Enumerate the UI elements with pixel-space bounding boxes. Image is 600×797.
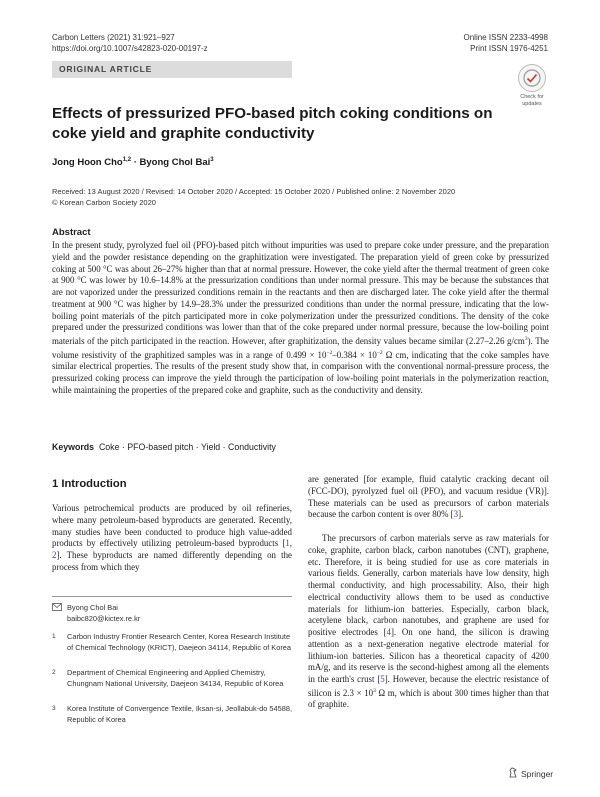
springer-horse-icon bbox=[508, 767, 518, 780]
paragraph: The precursors of carbon materials serve as raw materials for coke, graphite, carbon black, carbon nanotubes (CNT), graphene, etc. Therefore, it is being studied for use as core materials in various fields. Generally, carbon materials have low density, high thermal conductivity, and high processability. Also, their high electrical conductivity allows them to be used as conductive materials for lithium-ion batteries. Especially, carbon black, acetylene black, carbon nanotubes, and graphene are used for positive electrodes [4]. On one hand, the silicon is drawing attention as a next-generation negative electrode material for lithium-ion batteries. Silicon has a theoretical capacity of 4200 mA/g, and its reserve is the second-highest among all the elements in the earth's crust [5]. However, because the electric resistance of silicon is $2.3 \times 10^3$ Ω m, which is about 300 times higher than that of graphite. bbox=[308, 533, 549, 710]
citation-link[interactable]: 2 bbox=[52, 550, 57, 560]
citation-link[interactable]: 3 bbox=[453, 509, 459, 520]
affiliation-1: 1 Carbon Industry Frontier Research Center, Korea Research Institute of Chemical Technology (KRICT), Daejeon 34114, Republic of Korea bbox=[52, 632, 292, 652]
author-name[interactable]: Byong Chol Bai bbox=[139, 157, 211, 169]
crossmark-icon bbox=[518, 64, 546, 92]
check-for-updates-badge[interactable] bbox=[515, 64, 549, 107]
copyright: © Korean Carbon Society 2020 bbox=[52, 198, 156, 207]
author-name[interactable]: Jong Hoon Cho bbox=[52, 157, 123, 169]
abstract-body: In the present study, pyrolyzed fuel oil (PFO)-based pitch without impurities was used to prepare coke under pressure, and the preparation yield and the powder resistance depending on the graphitization were investigated. The preparation yield of green coke by pressurized coking at 500 °C was about 26–27% higher than that at normal pressure. However, the coke yield after the thermal treatment of green coke at 900 °C was lower by 10.6–14.8% at the pressurization conditions than under normal pressure. This may be because the substances that are not vaporized under the pressurized conditions remain in the reactants and then are discharged later. The coke yield after the thermal treatment at 900 °C was higher by 14.9–28.3% under the pressurized conditions than under the normal pressure, indicating that the low-boiling point materials of the pitch participated more in coke polymerization under the pressurized conditions. The density of the coke prepared under the pressurized conditions was lower than that of the coke prepared under normal pressure, because the low-boiling point materials of the pitch participated in the reaction. However, after graphitization, the density values became similar (2.27–2.26 $g/cm^3$). The volume resistivity of the graphitized samples was in a range of $0.499 \times 10^{-2}-0.384 \times 10^{-2}$ Ω cm, indicating that the coke samples have similar electrical properties. The results of the present study show that, in comparison with the conventional normal-pressure process, the pressurized coking process can improve the yield through the participation of low-boiling point materials in the polymerization reaction, while maintaining the properties of the prepared coke and graphite, such as the conductivity and density. bbox=[52, 240, 549, 395]
issn-block bbox=[464, 32, 549, 54]
affiliation-3: 3 Korea Institute of Convergence Textile, Iksan-si, Jeollabuk-do 54588, Republic of Korea bbox=[52, 704, 292, 724]
envelope-icon bbox=[52, 603, 62, 615]
corresponding-author-email[interactable]: baibc820@kictex.re.kr bbox=[67, 613, 141, 623]
intro-column-left: Various petrochemical products are produced by oil refineries, where many petroleum-based byproducts are generated. Recently, many studies have been conducted to produce high value-added products by effectively utilizing petroleum-based byproducts [1, 2]. These byproducts are named differently depending on the process from which they bbox=[52, 503, 292, 572]
author-affiliation-sup: 1,2 bbox=[122, 157, 132, 163]
publisher-logo bbox=[508, 767, 553, 780]
journal-name: Carbon Letters (2021) 31:921–927 bbox=[52, 33, 175, 42]
author-affiliation-sup: 3 bbox=[210, 157, 214, 163]
author-list bbox=[52, 157, 214, 168]
author-separator: · bbox=[131, 157, 140, 169]
article-type-banner bbox=[52, 61, 292, 78]
abstract-heading: Abstract bbox=[52, 227, 91, 238]
footnote-divider bbox=[52, 596, 292, 597]
intro-column-right bbox=[308, 474, 549, 711]
article-type-label: ORIGINAL ARTICLE bbox=[59, 64, 153, 74]
citation-link[interactable]: 1 bbox=[285, 538, 290, 549]
article-title: Effects of pressurized PFO-based pitch coking conditions on coke yield and graphite conductivity bbox=[52, 105, 493, 142]
keywords-list: Coke · PFO-based pitch · Yield · Conductivity bbox=[98, 442, 276, 452]
publisher-name: Springer bbox=[521, 768, 554, 779]
keywords bbox=[52, 442, 276, 452]
history-dates: Received: 13 August 2020 / Revised: 14 October 2020 / Accepted: 15 October 2020 / Published online: 2 November 2020 bbox=[52, 187, 456, 196]
badge-text: Check for updates bbox=[520, 94, 544, 107]
publication-dates bbox=[52, 186, 455, 208]
issn-print: Print ISSN 1976-4251 bbox=[470, 44, 548, 53]
corresponding-author bbox=[52, 603, 292, 624]
corresponding-author-name: Byong Chol Bai bbox=[67, 603, 118, 612]
paragraph: are generated [for example, fluid catalytic cracking decant oil (FCC-DO), pyrolyzed fuel oil (PFO), and vacuum residue (VR)]. These materials can be used as precursors of carbon materials because the carbon content is over 80% [3]. bbox=[308, 474, 549, 520]
affiliation-2: 2 Department of Chemical Engineering and Applied Chemistry, Chungnam National University, Daejeon 34134, Republic of Korea bbox=[52, 668, 284, 688]
section-heading-introduction: 1 Introduction bbox=[52, 478, 127, 490]
citation-link[interactable]: 5 bbox=[380, 674, 385, 684]
keywords-label: Keywords bbox=[52, 442, 95, 452]
citation-link[interactable]: 4 bbox=[386, 627, 391, 637]
journal-citation bbox=[52, 32, 208, 54]
doi-link[interactable]: https://doi.org/10.1007/s42823-020-00197-z bbox=[52, 44, 208, 53]
issn-online: Online ISSN 2233-4998 bbox=[463, 33, 548, 42]
